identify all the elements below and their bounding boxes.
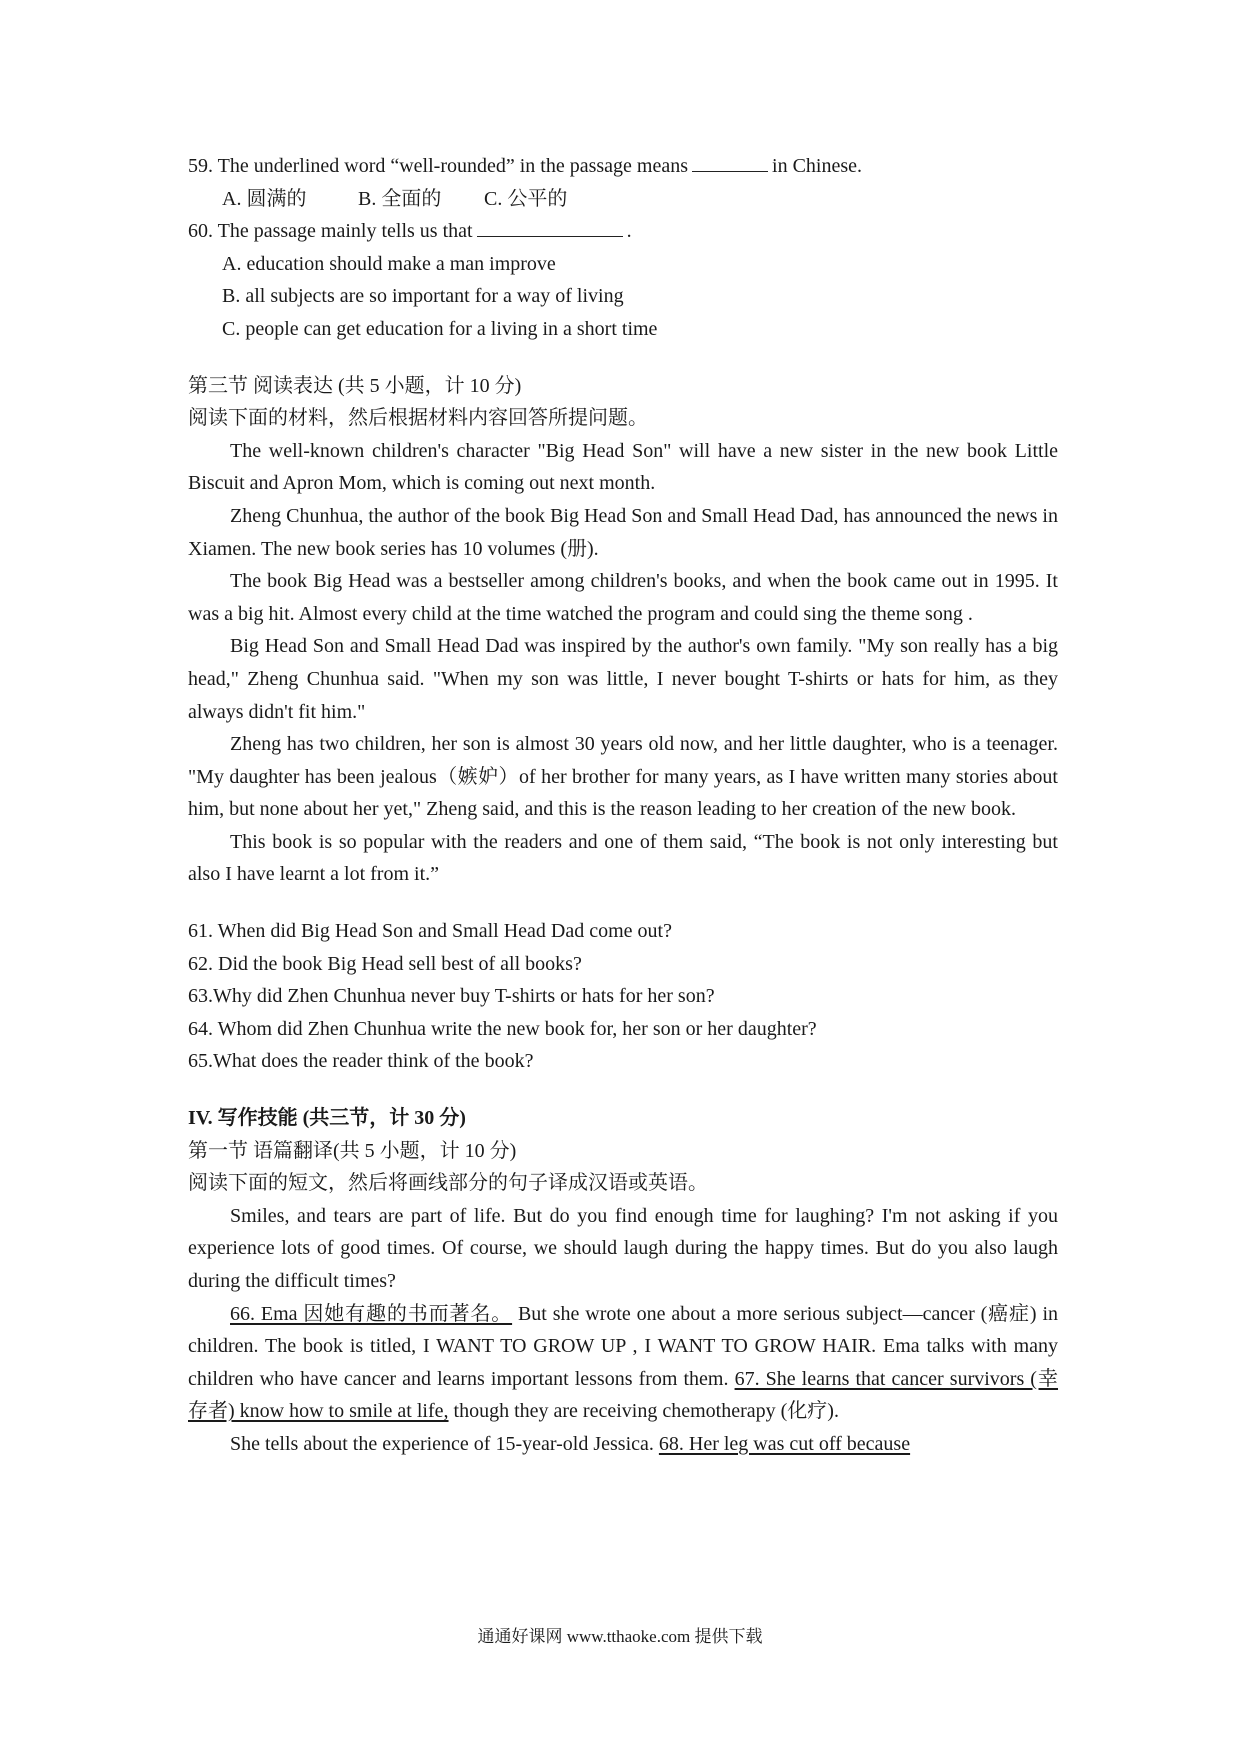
question-62: 62. Did the book Big Head sell best of all books? [188, 952, 582, 975]
option-b: B. all subjects are so important for a way of living [222, 285, 624, 308]
option-a: A. 圆满的 [222, 187, 307, 210]
translation-paragraph: She tells about the experience of 15-year-old Jessica. 68. Her leg was cut off because [230, 1432, 911, 1455]
answer-blank[interactable] [692, 170, 768, 172]
answer-blank[interactable] [477, 235, 623, 237]
option-b: B. 全面的 [358, 187, 442, 210]
part-heading: IV. 写作技能 (共三节，计 30 分) [188, 1107, 466, 1130]
section-instruction: 阅读下面的材料，然后根据材料内容回答所提问题。 [188, 407, 648, 430]
section-instruction: 阅读下面的短文，然后将画线部分的句子译成汉语或英语。 [188, 1172, 708, 1195]
question-65: 65.What does the reader think of the book? [188, 1050, 534, 1073]
passage-paragraph: Zheng Chunhua, the author of the book Big Head Son and Small Head Dad, has announced the news in Xiamen. The new book series has 10 volumes (册). [188, 504, 1058, 560]
option-c: C. 公平的 [484, 187, 568, 210]
underlined-sentence-68: 68. Her leg was cut off because [658, 1432, 911, 1455]
page-footer: 通通好课网 www.tthaoke.com 提供下载 [477, 1627, 763, 1646]
underlined-sentence-67: 67. She learns that cancer survivors (幸存者) know how to smile at life, [188, 1367, 1059, 1423]
option-c: C. people can get education for a living in a short time [222, 317, 658, 340]
passage-paragraph: Big Head Son and Small Head Dad was inspired by the author's own family. "My son really has a big head," Zheng Chunhua said. "When my son was little, I never bought T-shirts or hats for him, as they always didn't fit him." [188, 635, 1058, 723]
passage-paragraph: The book Big Head was a bestseller among children's books, and when the book came out in 1995. It was a big hit. Almost every child at the time watched the program and could sing the theme song . [188, 570, 1058, 625]
translation-paragraph: Smiles, and tears are part of life. But do you find enough time for laughing? I'm not asking if you experience lots of good times. Of course, we should laugh during the happy times. But do you also laugh during the difficult times? [188, 1204, 1058, 1292]
passage-paragraph: This book is so popular with the readers and one of them said, “The book is not only interesting but also I have learnt a lot from it.” [188, 830, 1058, 886]
passage-paragraph: Zheng has two children, her son is almost 30 years old now, and her little daughter, who is a teenager. "My daughter has been jealous（嫉妒）of her brother for many years, as I have written many stories about him, but none about her yet," Zheng said, and this is the reason leading to her creation of the new book. [188, 733, 1058, 821]
section-heading: 第三节 阅读表达 (共 5 小题，计 10 分) [188, 374, 522, 397]
question-63: 63.Why did Zhen Chunhua never buy T-shirts or hats for her son? [188, 985, 715, 1008]
question-61: 61. When did Big Head Son and Small Head Dad come out? [188, 920, 672, 943]
section-heading: 第一节 语篇翻译(共 5 小题，计 10 分) [188, 1139, 517, 1162]
option-a: A. education should make a man improve [222, 252, 556, 275]
question-59-options [188, 183, 1058, 216]
document-body [188, 150, 1058, 1461]
underlined-sentence-66: 66. Ema 因她有趣的书而著名。 [230, 1302, 513, 1325]
question-59: 59. The underlined word “well-rounded” in the passage means in Chinese. [188, 155, 863, 177]
question-60: 60. The passage mainly tells us that . [188, 220, 632, 243]
translation-paragraph: 66. Ema 因她有趣的书而著名。 But she wrote one about a more serious subject—cancer (癌症) in children. The book is titled, I WANT TO GROW UP , I WANT TO GROW HAIR. Ema talks with many children who have cancer and learns important lessons from them. 67. She learns that cancer survivors (幸存者) know how to smile at life, though they are receiving chemotherapy (化疗). [188, 1302, 1059, 1423]
passage-paragraph: The well-known children's character "Big Head Son" will have a new sister in the new book Little Biscuit and Apron Mom, which is coming out next month. [188, 439, 1058, 495]
question-64: 64. Whom did Zhen Chunhua write the new book for, her son or her daughter? [188, 1017, 817, 1040]
